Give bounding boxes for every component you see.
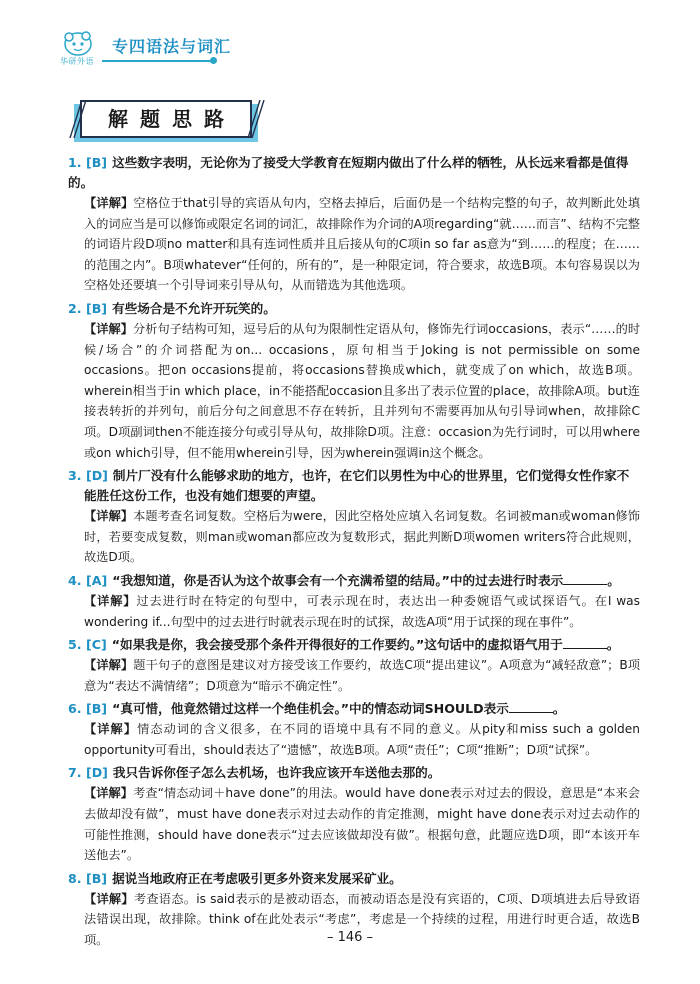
section-title: 解题思路 bbox=[108, 107, 236, 131]
explanation-tag: 【详解】 bbox=[84, 891, 134, 906]
question-line bbox=[68, 466, 640, 506]
explanation-text: 本题考查名词复数。空格后为were，因此空格处应填入名词复数。名词被man或woman修饰时，若要变成复数，则man或woman都应改为复数形式，据此判断D项women writers符合此规则，故选D项。 bbox=[84, 509, 640, 565]
explanation-tag: 【详解】 bbox=[84, 196, 134, 210]
question-number: 4. bbox=[68, 572, 82, 588]
publisher-logo-text: 华研外语 bbox=[60, 57, 94, 66]
explanation bbox=[68, 783, 640, 865]
answer-key: [B] bbox=[85, 300, 108, 316]
answer-key: [B] bbox=[85, 155, 108, 170]
book-title: 专四语法与词汇 bbox=[112, 37, 232, 56]
question-number: 2. bbox=[68, 300, 82, 316]
explanation bbox=[68, 719, 640, 760]
question-translation: 我只告诉你侄子怎么去机场，也许我应该开车送他去那的。 bbox=[112, 765, 441, 781]
section-banner bbox=[66, 96, 276, 146]
question-line: 5. [C] “如果我是你，我会接受那个条件开得很好的工作要约。”这句话中的虚拟语气用于 。 bbox=[68, 637, 620, 653]
question-line bbox=[68, 869, 640, 889]
explanation-tag: 【详解】 bbox=[84, 722, 138, 737]
question-translation: “我想知道，你是否认为这个故事会有一个充满希望的结局。”中的过去进行时表示 bbox=[112, 572, 564, 588]
answer-key: [A] bbox=[85, 572, 108, 588]
question-line: 4. [A] “我想知道，你是否认为这个故事会有一个充满希望的结局。”中的过去进行时表示 。 bbox=[68, 572, 620, 588]
question-translation: 有些场合是不允许开玩笑的。 bbox=[112, 300, 276, 316]
answer-blank bbox=[563, 572, 607, 585]
answer-item bbox=[68, 466, 640, 568]
answer-item bbox=[68, 635, 640, 696]
page-header bbox=[0, 0, 700, 80]
question-number: 1. bbox=[68, 155, 82, 170]
explanation bbox=[68, 319, 640, 463]
question-line bbox=[68, 299, 640, 319]
explanation-text: 情态动词的含义很多，在不同的语境中具有不同的意义。从pity和miss such a golden opportunity可看出，should表达了“遗憾”，故选B项。A项“责任”；C项“推断”；D项“试探”。 bbox=[84, 722, 640, 757]
answer-blank bbox=[509, 700, 553, 713]
answer-explanations bbox=[68, 153, 640, 954]
question-line bbox=[68, 763, 640, 783]
explanation-text: 题干句子的意图是建议对方接受该工作要约，故选C项“提出建议”。A项意为“减轻敌意”；B项意为“表达不满情绪”；D项意为“暗示不确定性”。 bbox=[84, 658, 641, 693]
explanation-text: 分析句子结构可知，逗号后的从句为限制性定语从句，修饰先行词occasions，表示“……的时候/场合”的介词搭配为on... occasions，原句相当于Joking is not permissible on some occasions。把on occasions提前，将occasions替换成which，就变成了on which，故选B项。wherein相当于in which place，in不能搭配occasion且多出了表示位置的place，故排除A项。but连接表转折的并列句，前后分句之间意思不存在转折，且并列句不需要再加从句引导词when，故排除C项。D项副词then不能连接分句或引导从句，故排除D项。注意：occasion为先行词时，可以用where或on which引导，但不能用wherein引导，因为wherein强调in这个概念。 bbox=[84, 321, 641, 460]
explanation-tag: 【详解】 bbox=[84, 786, 134, 801]
explanation-text: 考查语态。is said表示的是被动语态，而被动语态是没有宾语的，C项、D项填进去后导致语法错误出现，故排除。think of在此处表示“考虑”，考虑是一个持续的过程，用进行时更合适，故选B项。 bbox=[84, 891, 640, 948]
question-translation: 制片厂没有什么能够求助的地方，也许，在它们以男性为中心的世界里，它们觉得女性作家不能胜任这份工作，也没有她们想要的声望。 bbox=[84, 468, 630, 504]
answer-item bbox=[68, 699, 640, 760]
question-number: 8. bbox=[68, 870, 82, 886]
answer-key: [B] bbox=[85, 870, 108, 886]
question-translation: 这些数字表明，无论你为了接受大学教育在短期内做出了什么样的牺牲，从长远来看都是值得的。 bbox=[68, 155, 629, 190]
question-number: 6. bbox=[68, 701, 82, 717]
answer-key: [D] bbox=[85, 468, 108, 484]
question-translation: “如果我是你，我会接受那个条件开得很好的工作要约。”这句话中的虚拟语气用于 bbox=[111, 637, 563, 653]
answer-key: [D] bbox=[85, 765, 108, 781]
explanation-tag: 【详解】 bbox=[84, 593, 137, 608]
explanation bbox=[68, 591, 640, 632]
header-underline bbox=[102, 60, 212, 62]
explanation-text: 考查“情态动词＋have done”的用法。would have done表示对过去的假设，意思是“本来会去做却没有做”，must have done表示对过去动作的肯定推测，might have done表示对过去动作的可能性推测，should have done表示“过去应该做却没有做”。根据句意，此题应选D项，即“本该开车送他去”。 bbox=[84, 786, 640, 863]
explanation bbox=[68, 506, 640, 568]
question-number: 7. bbox=[68, 765, 82, 781]
question-number: 3. bbox=[68, 468, 82, 484]
question-number: 5. bbox=[68, 637, 82, 653]
question-translation: 据说当地政府正在考虑吸引更多外资来发展采矿业。 bbox=[112, 870, 402, 886]
explanation bbox=[68, 193, 640, 296]
question-translation: “真可惜，他竟然错过这样一个绝佳机会。”中的情态动词SHOULD表示 bbox=[112, 701, 509, 717]
question-line bbox=[68, 153, 640, 193]
answer-key: [C] bbox=[85, 637, 107, 653]
header-dot bbox=[210, 57, 217, 64]
answer-item bbox=[68, 571, 640, 632]
explanation bbox=[68, 655, 640, 696]
explanation-text: 过去进行时在特定的句型中，可表示现在时，表达出一种委婉语气或试探语气。在I was wondering if...句型中的过去进行时就表示现在时的试探，故选A项“用于试探的现在事件”。 bbox=[84, 593, 640, 629]
explanation-text: 空格位于that引导的宾语从句内，空格去掉后，后面仍是一个结构完整的句子，故判断此处填入的词应当是可以修饰或限定名词的词汇，故排除作为介词的A项regarding“就……而言”、结构不完整的词语片段D项no matter和具有连词性质并且后接从句的C项in so far as意为“到……的程度；在……的范围之内”。B项whatever“任何的，所有的”，是一种限定词，符合要求，故选B项。本句容易误以为空格处还要填一个引导词来引导从句，从而错选为其他选项。 bbox=[84, 196, 641, 293]
explanation-tag: 【详解】 bbox=[84, 509, 134, 524]
question-line: 6. [B] “真可惜，他竟然错过这样一个绝佳机会。”中的情态动词SHOULD表示 。 bbox=[68, 701, 566, 717]
answer-item bbox=[68, 299, 640, 463]
answer-item bbox=[68, 763, 640, 865]
answer-item bbox=[68, 153, 640, 296]
answer-key: [B] bbox=[85, 701, 108, 717]
explanation-tag: 【详解】 bbox=[84, 321, 134, 336]
answer-blank bbox=[563, 636, 607, 649]
explanation-tag: 【详解】 bbox=[84, 658, 134, 673]
page-number: – 146 – bbox=[326, 930, 374, 945]
